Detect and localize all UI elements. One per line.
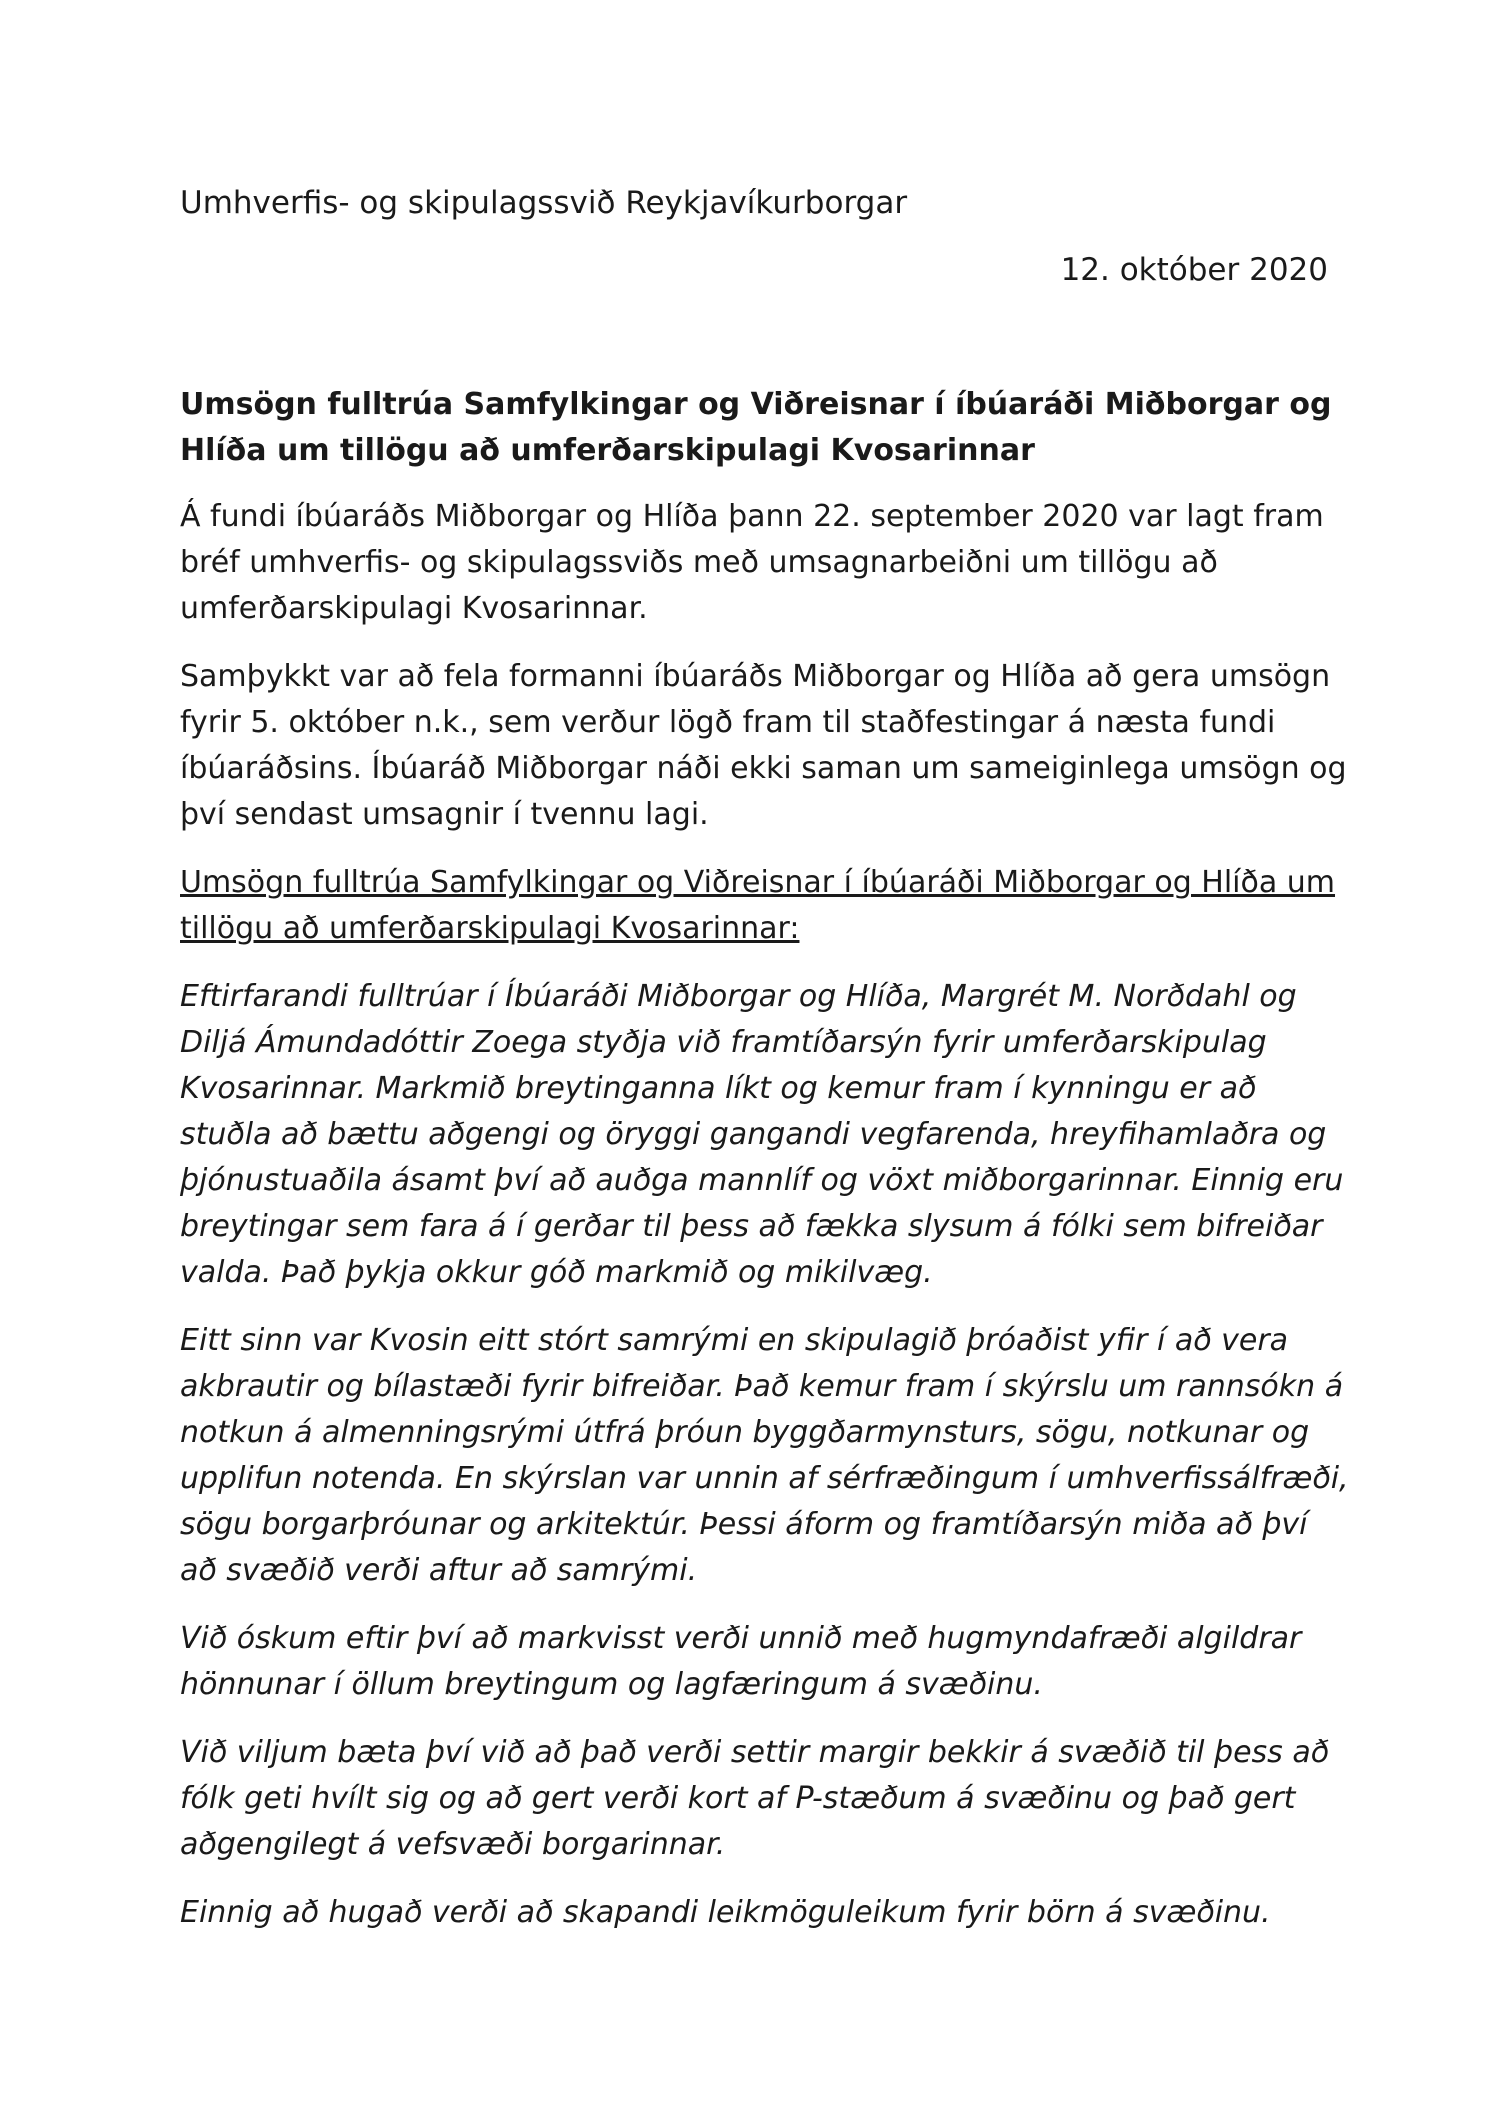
intro-paragraph-2: Samþykkt var að fela formanni íbúaráðs Miðborgar og Hlíða að gera umsögn fyrir 5. október n.k., sem verður lögð fram til staðfestingar á næsta fundi íbúaráðsins. Íbúaráð Miðborgar náði ekki saman um sameiginlega umsögn og því sendast umsagnir í tvennu lagi. (180, 659, 1347, 832)
statement-paragraph-3: Við óskum eftir því að markvisst verði unnið með hugmyndafræði algildrar hönnunar í öllum breytingum og lagfæringum á svæðinu. (180, 1621, 1302, 1702)
section-heading: Umsögn fulltrúa Samfylkingar og Viðreisnar í íbúaráði Miðborgar og Hlíða um tillögu að umferðarskipulagi Kvosarinnar: (180, 865, 1336, 946)
statement-paragraph-2: Eitt sinn var Kvosin eitt stórt samrými en skipulagið þróaðist yfir í að vera akbrautir og bílastæði fyrir bifreiðar. Það kemur fram í skýrslu um rannsókn á notkun á almenningsrými útfrá þróun byggðarmynsturs, sögu, notkunar og upplifun notenda. En skýrslan var unnin af sérfræðingum í umhverfissálfræði, sögu borgarþróunar og arkitektúr. Þessi áform og framtíðarsýn miða að því að svæðið verði aftur að samrými. (180, 1323, 1349, 1588)
statement-paragraph-1: Eftirfarandi fulltrúar í Íbúaráði Miðborgar og Hlíða, Margrét M. Norðdahl og Diljá Ámundadóttir Zoega styðja við framtíðarsýn fyrir umferðarskipulag Kvosarinnar. Markmið breytinganna líkt og kemur fram í kynningu er að stuðla að bættu aðgengi og öryggi gangandi vegfarenda, hreyfihamlaðra og þjónustuaðila ásamt því að auðga mannlíf og vöxt miðborgarinnar. Einnig eru breytingar sem fara á í gerðar til þess að fækka slysum á fólki sem bifreiðar valda. Það þykja okkur góð markmið og mikilvæg. (180, 979, 1344, 1290)
statement-paragraph-4: Við viljum bæta því við að það verði settir margir bekkir á svæðið til þess að fólk geti hvílt sig og að gert verði kort af P-stæðum á svæðinu og það gert aðgengilegt á vefsvæði borgarinnar. (180, 1735, 1330, 1862)
intro-paragraph-1: Á fundi íbúaráðs Miðborgar og Hlíða þann 22. september 2020 var lagt fram bréf umhverfis- og skipulagssviðs með umsagnarbeiðni um tillögu að umferðarskipulagi Kvosarinnar. (180, 499, 1324, 626)
letter-date: 12. október 2020 (1060, 252, 1328, 288)
document-body (180, 382, 1350, 1958)
statement-paragraph-5: Einnig að hugað verði að skapandi leikmöguleikum fyrir börn á svæðinu. (180, 1895, 1271, 1930)
document-title: Umsögn fulltrúa Samfylkingar og Viðreisnar í íbúaráði Miðborgar og Hlíða um tillögu að umferðarskipulagi Kvosarinnar (180, 387, 1332, 468)
recipient-line: Umhverfis- og skipulagssvið Reykjavíkurborgar (180, 185, 908, 221)
